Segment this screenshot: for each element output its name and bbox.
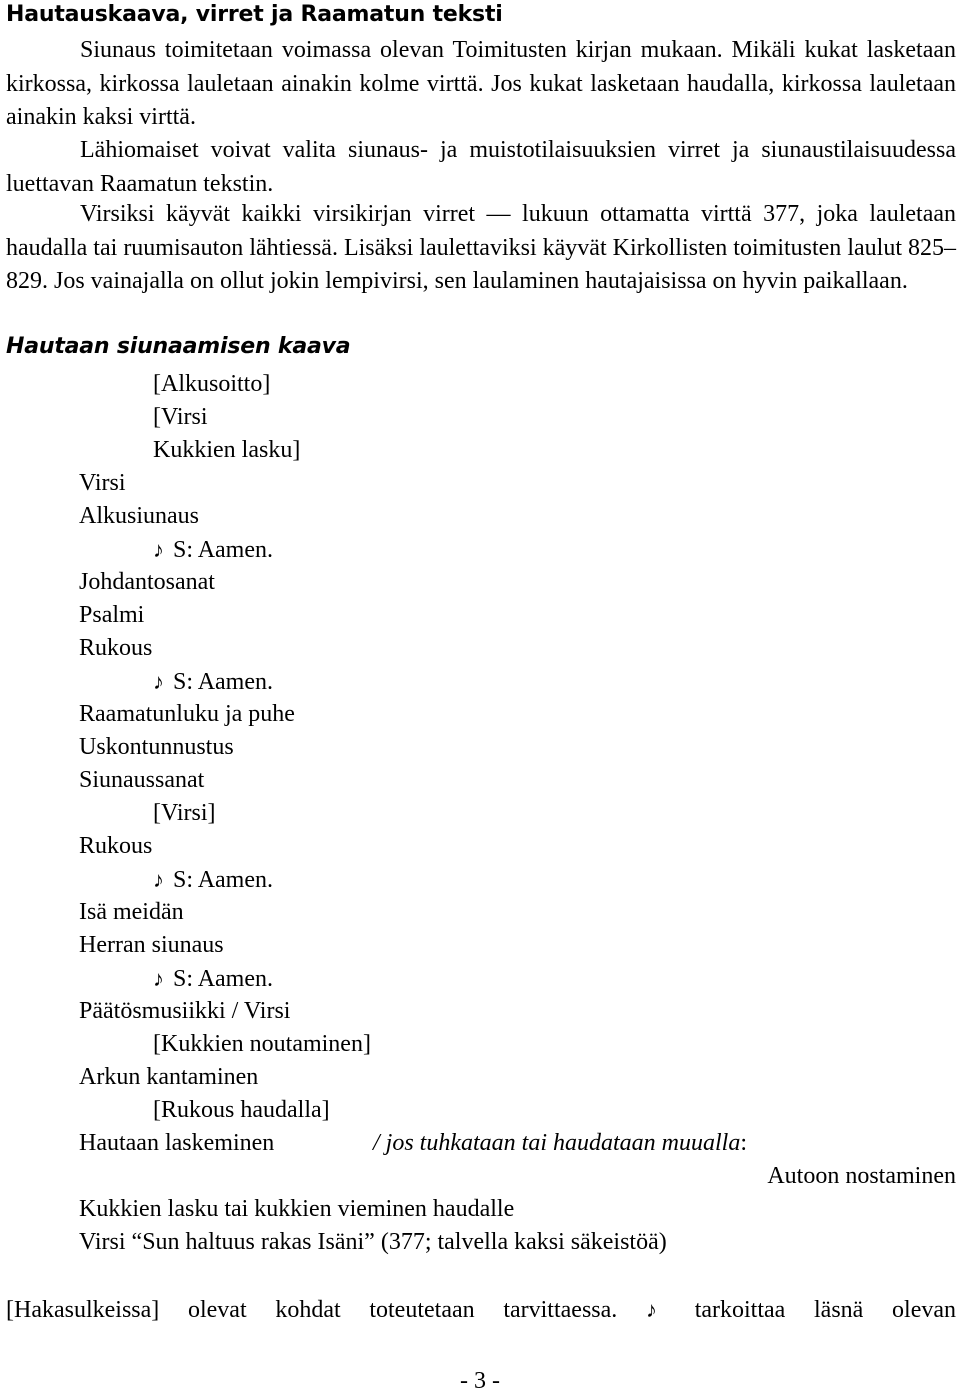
music-note-icon: ♪ <box>153 867 164 892</box>
music-note-icon: ♪ <box>153 966 164 991</box>
section-heading-hymns: Hautauskaava, virret ja Raamatun teksti <box>6 2 503 27</box>
order-item: Arkun kantaminen <box>79 1064 259 1090</box>
order-item: Rukous <box>79 635 153 661</box>
congregation-response: ♪ S: Aamen. <box>153 533 273 567</box>
order-item: Autoon nostaminen <box>767 1163 956 1189</box>
order-item: Uskontunnustus <box>79 734 234 760</box>
order-item: Kukkien lasku] <box>153 437 301 463</box>
order-item: Kukkien lasku tai kukkien vieminen haudalle <box>79 1196 515 1222</box>
order-item: Päätösmusiikki / Virsi <box>79 998 291 1024</box>
music-note-icon: ♪ <box>153 537 164 562</box>
paragraph-hymns: Virsiksi käyvät kaikki virsikirjan virret — lukuun ottamatta virttä 377, joka lauletaan haudalla tai ruumisauton lähtiessä. Lisäksi laulettaviksi käyvät Kirkollisten toimitusten laulut 825–829. Jos vainajalla on ollut jokin lempivirsi, sen laulaminen hautajaisissa on hyvin paikallaan. <box>6 201 956 294</box>
order-item: [Alkusoitto] <box>153 371 271 397</box>
alternative-note: / jos tuhkataan tai haudataan muualla: <box>373 1130 748 1156</box>
order-item: Rukous <box>79 833 153 859</box>
congregation-response: ♪ S: Aamen. <box>153 665 273 699</box>
order-item: Isä meidän <box>79 899 184 925</box>
order-item: Virsi <box>79 470 126 496</box>
music-note-icon: ♪ <box>645 1297 657 1322</box>
order-item: Alkusiunaus <box>79 503 199 529</box>
order-item: Hautaan laskeminen <box>79 1130 275 1156</box>
congregation-response: ♪ S: Aamen. <box>153 863 273 897</box>
music-note-icon: ♪ <box>153 669 164 694</box>
order-item: [Kukkien noutaminen] <box>153 1031 371 1057</box>
order-item: Siunaussanat <box>79 767 205 793</box>
order-item: Psalmi <box>79 602 145 628</box>
order-item: [Rukous haudalla] <box>153 1097 330 1123</box>
order-item: Raamatunluku ja puhe <box>79 701 295 727</box>
page-number: - 3 - <box>460 1368 500 1394</box>
paragraph-relatives: Lähiomaiset voivat valita siunaus- ja muistotilaisuuksien virret ja siunaustilaisuudessa luettavan Raamatun tekstin. <box>6 137 956 197</box>
congregation-response: ♪ S: Aamen. <box>153 962 273 996</box>
order-item: [Virsi] <box>153 800 216 826</box>
order-item: [Virsi <box>153 404 208 430</box>
footnote-line: [Hakasulkeissa] olevat kohdat toteutetaan tarvittaessa. ♪ tarkoittaa läsnä olevan <box>6 1293 956 1327</box>
paragraph-ceremony: Siunaus toimitetaan voimassa olevan Toimitusten kirjan mukaan. Mikäli kukat lasketaan kirkossa, kirkossa lauletaan ainakin kolme virttä. Jos kukat lasketaan haudalla, kirkossa lauletaan ainakin kaksi virttä. <box>6 37 956 130</box>
order-item: Virsi “Sun haltuus rakas Isäni” (377; talvella kaksi säkeistöä) <box>79 1229 667 1255</box>
order-item: Herran siunaus <box>79 932 224 958</box>
order-item: Johdantosanat <box>79 569 215 595</box>
section-heading-order: Hautaan siunaamisen kaava <box>6 334 351 359</box>
